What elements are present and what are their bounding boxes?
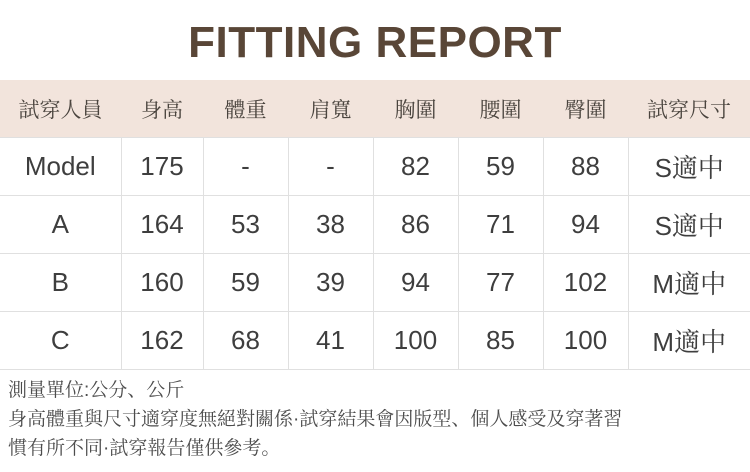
column-header-0: 試穿人員 [0, 80, 121, 138]
value-cell: 59 [458, 138, 543, 196]
value-cell: 162 [121, 312, 203, 370]
table-header-row [0, 80, 750, 138]
value-cell: M適中 [628, 312, 750, 370]
value-cell: 94 [373, 254, 458, 312]
value-cell: 85 [458, 312, 543, 370]
value-cell: 68 [203, 312, 288, 370]
column-header-2: 體重 [203, 80, 288, 138]
value-cell: 71 [458, 196, 543, 254]
value-cell: S適中 [628, 138, 750, 196]
note-measurement-units: 測量單位:公分、公斤 [8, 380, 185, 401]
value-cell: 39 [288, 254, 373, 312]
table-row [0, 312, 750, 370]
notes-section [0, 370, 750, 463]
table-row [0, 138, 750, 196]
value-cell: M適中 [628, 254, 750, 312]
value-cell: 164 [121, 196, 203, 254]
page-title: FITTING REPORT [188, 18, 562, 67]
value-cell: 53 [203, 196, 288, 254]
value-cell: - [203, 138, 288, 196]
value-cell: S適中 [628, 196, 750, 254]
value-cell: 86 [373, 196, 458, 254]
table-row [0, 254, 750, 312]
column-header-6: 臀圍 [543, 80, 628, 138]
fitting-table [0, 80, 750, 370]
column-header-4: 胸圍 [373, 80, 458, 138]
note-disclaimer-line-1: 身高體重與尺寸適穿度無絕對關係·試穿結果會因版型、個人感受及穿著習 [8, 409, 623, 430]
row-label-cell: C [0, 312, 121, 370]
note-disclaimer-line-2: 慣有所不同·試穿報告僅供參考。 [8, 438, 281, 459]
row-label-cell: A [0, 196, 121, 254]
value-cell: 94 [543, 196, 628, 254]
value-cell: 38 [288, 196, 373, 254]
value-cell: 82 [373, 138, 458, 196]
value-cell: 175 [121, 138, 203, 196]
value-cell: 160 [121, 254, 203, 312]
value-cell: 41 [288, 312, 373, 370]
value-cell: - [288, 138, 373, 196]
value-cell: 59 [203, 254, 288, 312]
column-header-5: 腰圍 [458, 80, 543, 138]
row-label-cell: Model [0, 138, 121, 196]
value-cell: 100 [543, 312, 628, 370]
value-cell: 100 [373, 312, 458, 370]
value-cell: 77 [458, 254, 543, 312]
value-cell: 102 [543, 254, 628, 312]
value-cell: 88 [543, 138, 628, 196]
column-header-7: 試穿尺寸 [628, 80, 750, 138]
table-row [0, 196, 750, 254]
column-header-1: 身高 [121, 80, 203, 138]
row-label-cell: B [0, 254, 121, 312]
column-header-3: 肩寬 [288, 80, 373, 138]
